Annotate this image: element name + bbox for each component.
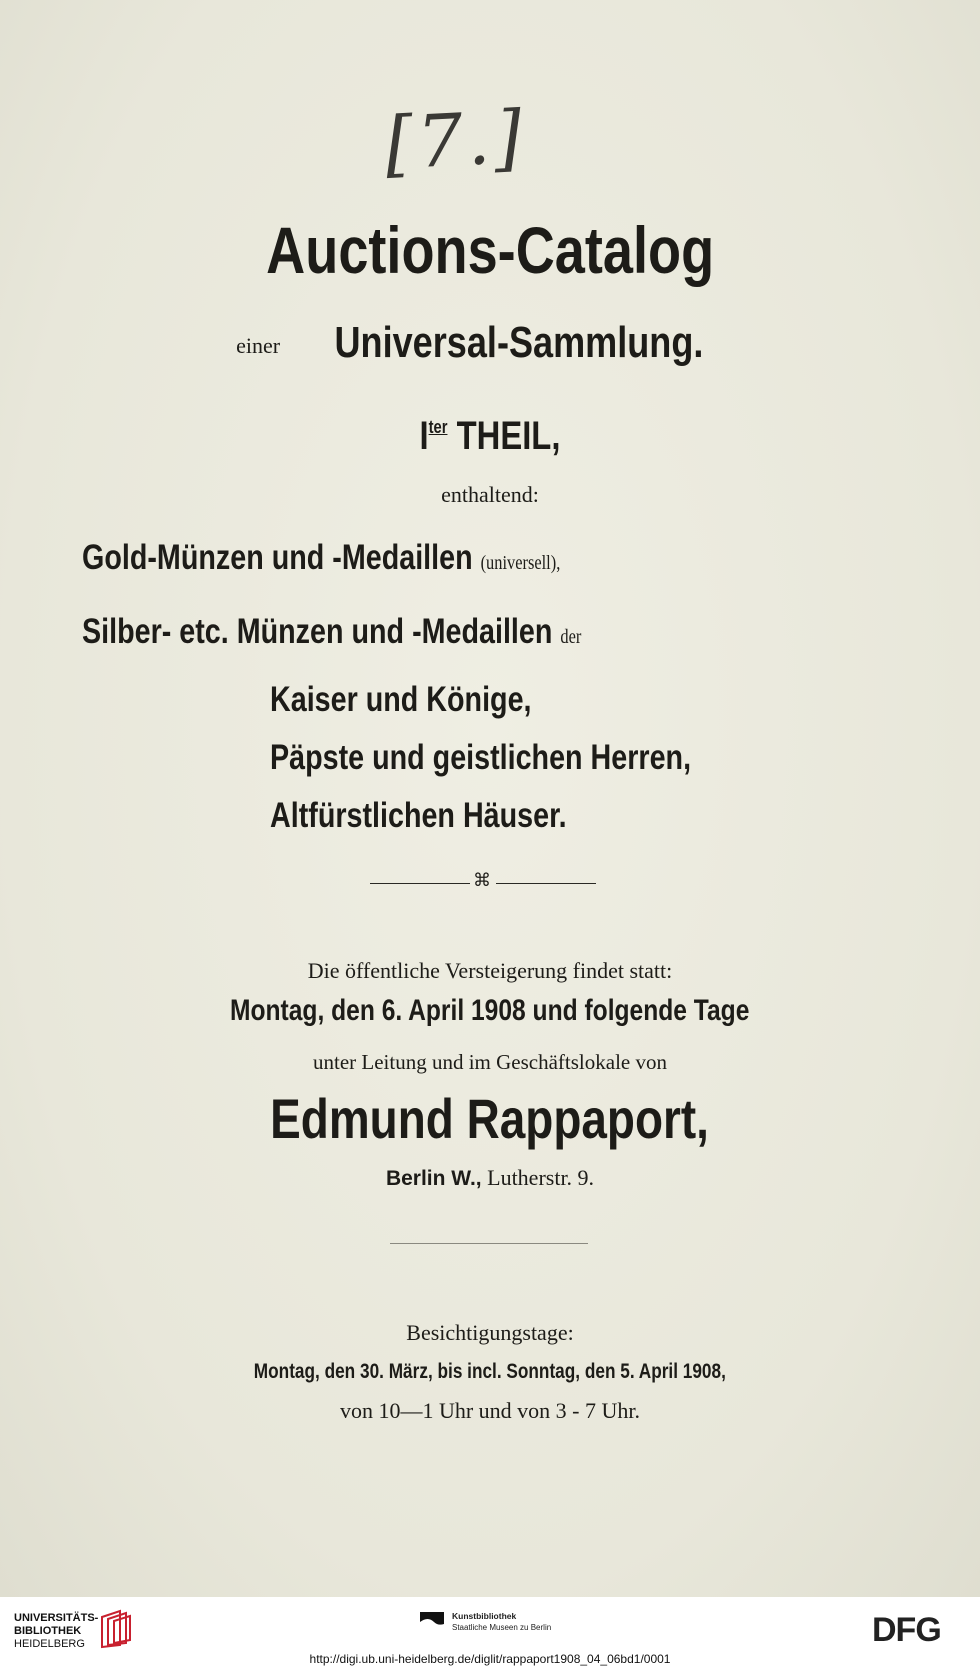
containing-label: enthaltend: xyxy=(441,482,539,507)
viewing-hours: von 10—1 Uhr und von 3 - 7 Uhr. xyxy=(339,1398,641,1423)
divider-rule-right xyxy=(496,883,596,884)
kunstbibliothek-logo-icon xyxy=(418,1610,446,1638)
contents-item xyxy=(270,680,589,720)
divider-ornament: ⌘ xyxy=(473,870,491,890)
kb-subtitle: Staatliche Museen zu Berlin xyxy=(452,1623,552,1632)
thin-divider xyxy=(390,1243,588,1244)
contents-item-suffix: (universell), xyxy=(480,552,561,574)
contents-item xyxy=(82,538,665,578)
catalog-title-text: Auctions-Catalog xyxy=(265,213,715,287)
direction-text: unter Leitung und im Geschäftslokale von xyxy=(313,1050,667,1074)
university-library-logo-icon xyxy=(98,1609,134,1649)
auctioneer-address xyxy=(0,1165,980,1191)
part-heading xyxy=(0,414,980,459)
viewing-dates-text: Montag, den 30. März, bis incl. Sonntag, den 5. April 1908, xyxy=(253,1360,727,1383)
ornamental-divider xyxy=(370,870,596,894)
divider-rule-left xyxy=(370,883,470,884)
auction-dates xyxy=(0,994,980,1028)
contents-item-suffix: der xyxy=(560,626,582,648)
contents-item xyxy=(82,612,691,652)
part-superscript: ter xyxy=(428,417,448,437)
contents-item-main: Altfürstlichen Häuser. xyxy=(270,796,567,835)
subtitle-prefix: einer xyxy=(236,333,281,358)
kunstbibliothek-label xyxy=(452,1611,551,1633)
ub-line: BIBLIOTHEK xyxy=(14,1625,82,1637)
contents-item-main: Silber- etc. Münzen und -Medaillen xyxy=(82,612,553,651)
ub-line: HEIDELBERG xyxy=(14,1638,85,1650)
kb-title: Kunstbibliothek xyxy=(452,1611,517,1621)
subtitle-line xyxy=(0,318,980,368)
digitization-footer xyxy=(0,1597,980,1669)
address-street: Lutherstr. 9. xyxy=(487,1165,595,1190)
viewing-label: Besichtigungstage: xyxy=(406,1320,574,1345)
auction-announcement: Die öffentliche Versteigerung findet statt: xyxy=(307,958,673,983)
contents-item xyxy=(270,738,783,778)
contents-item xyxy=(270,796,632,836)
auctioneer-name-text: Edmund Rappaport, xyxy=(270,1087,710,1150)
contents-item-main: Päpste und geistlichen Herren, xyxy=(270,738,692,777)
part-word: THEIL, xyxy=(456,414,561,458)
part-numeral: I xyxy=(419,414,429,458)
university-library-label xyxy=(14,1612,98,1651)
ub-line: UNIVERSITÄTS- xyxy=(14,1612,99,1624)
contents-item-main: Gold-Münzen und -Medaillen xyxy=(82,538,473,577)
subtitle: Universal-Sammlung. xyxy=(334,318,704,367)
address-city: Berlin W., xyxy=(385,1167,482,1190)
dfg-logo: DFG xyxy=(872,1611,941,1649)
auction-dates-text: Montag, den 6. April 1908 und folgende Tage xyxy=(230,994,750,1027)
handwritten-shelfmark: [7.] xyxy=(382,94,528,186)
viewing-dates xyxy=(0,1360,980,1384)
contents-item-main: Kaiser und Könige, xyxy=(270,680,532,719)
auctioneer-name xyxy=(0,1086,980,1151)
catalog-title xyxy=(0,212,980,288)
source-url-link[interactable]: http://digi.ub.uni-heidelberg.de/diglit/rappaport1908_04_06bd1/0001 xyxy=(309,1652,671,1666)
